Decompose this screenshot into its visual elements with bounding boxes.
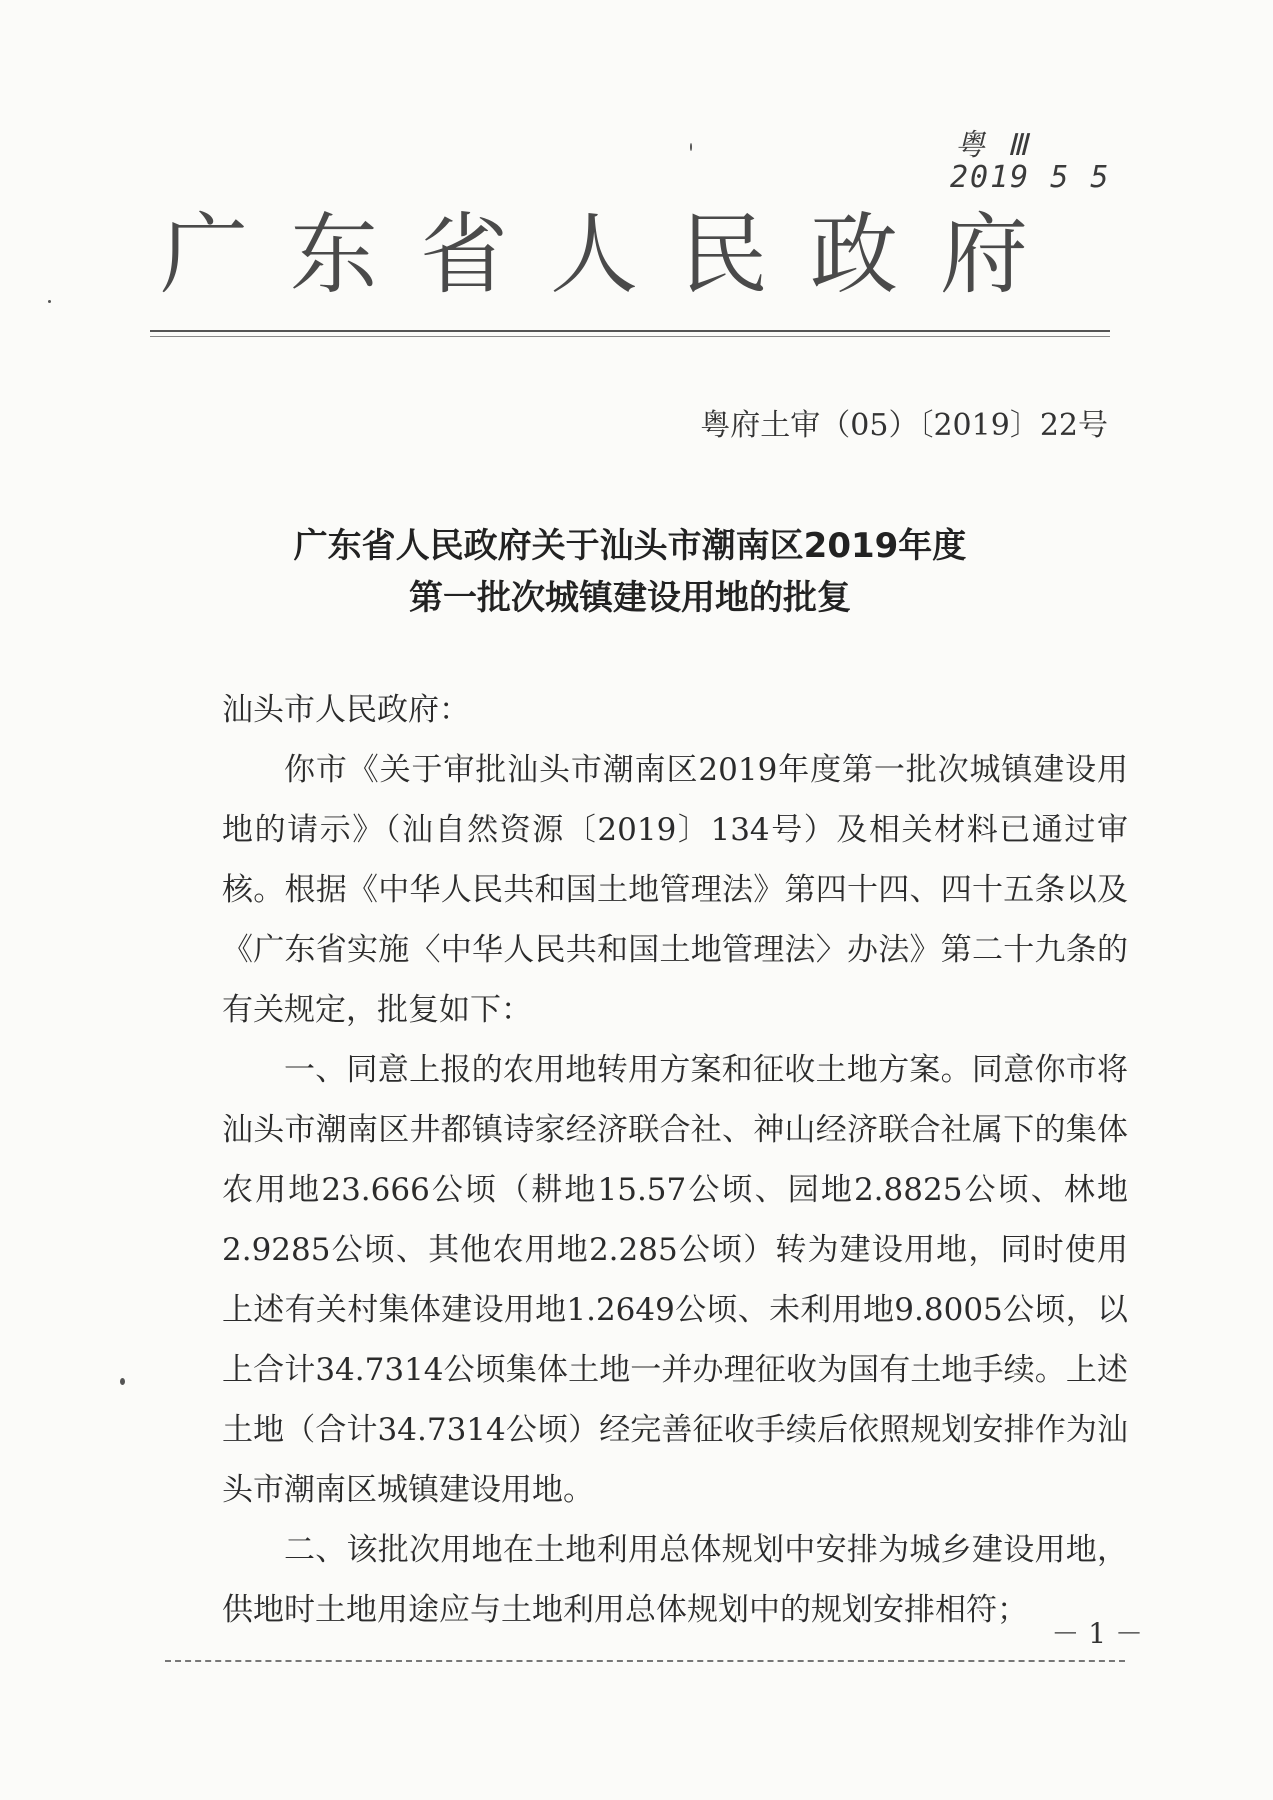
document-body [222,680,1128,1640]
issuer-heading: 广东省人民政府 [160,203,1071,306]
salutation: 汕头市人民政府： [222,692,470,728]
handwritten-date: 2019 5 5 [950,160,1111,195]
document-title-line1: 广东省人民政府关于汕头市潮南区2019年度 [293,526,967,566]
header-divider [150,330,1110,332]
scan-speck [48,300,51,303]
document-title-line2: 第一批次城镇建设用地的批复 [409,578,851,618]
paragraph-item-2: 二、该批次用地在土地利用总体规划中安排为城乡建设用地，供地时土地用途应与土地利用总体规划中的规划安排相符； [222,1532,1128,1628]
paragraph-intro: 你市《关于审批汕头市潮南区2019年度第一批次城镇建设用地的请示》（汕自然资源〔2019〕134号）及相关材料已通过审核。根据《中华人民共和国土地管理法》第四十四、四十五条以及《广东省实施〈中华人民共和国土地管理法〉办法》第二十九条的有关规定，批复如下： [222,752,1128,1028]
scan-speck [120,1378,125,1385]
handwritten-code: 粤 Ⅲ [955,128,1030,163]
page-number: － 1 － [1051,1617,1143,1650]
scan-speck [690,143,692,151]
header-divider-thin [150,336,1110,337]
footer-divider [165,1660,1125,1662]
paragraph-item-1: 一、同意上报的农用地转用方案和征收土地方案。同意你市将汕头市潮南区井都镇诗家经济联合社、神山经济联合社属下的集体农用地23.666公顷（耕地15.57公顷、园地2.8825公顷、林地2.9285公顷、其他农用地2.285公顷）转为建设用地，同时使用上述有关村集体建设用地1.2649公顷、未利用地9.8005公顷，以上合计34.7314公顷集体土地一并办理征收为国有土地手续。上述土地（合计34.7314公顷）经完善征收手续后依照规划安排作为汕头市潮南区城镇建设用地。 [222,1052,1128,1508]
document-number: 粤府土审（05）〔2019〕22号 [700,408,1108,443]
